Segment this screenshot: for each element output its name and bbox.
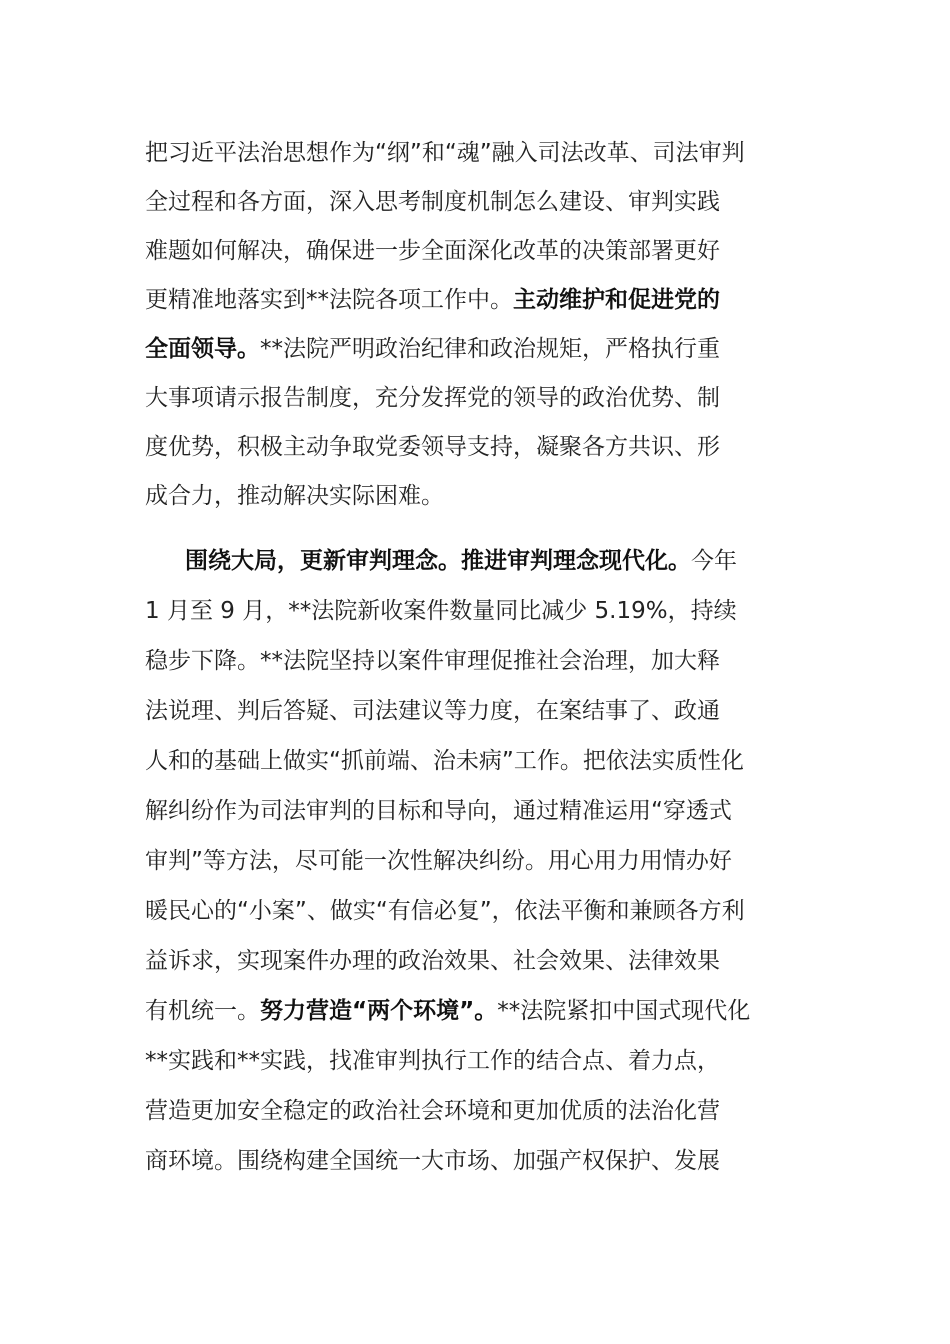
text-line: 益诉求，实现案件办理的政治效果、社会效果、法律效果: [145, 948, 720, 974]
text-line: 暖民心的“小案”、做实“有信必复”，依法平衡和兼顾各方利: [145, 898, 745, 924]
text-run: 有机统一。: [145, 998, 260, 1024]
text-line: 审判”等方法，尽可能一次性解决纠纷。用心用力用情办好: [145, 848, 732, 874]
text-line: 稳步下降。**法院坚持以案件审理促推社会治理，加大释: [145, 648, 720, 674]
text-line: [145, 324, 720, 374]
text-line: [145, 986, 750, 1036]
bold-heading: 围绕大局，更新审判理念。推进审判理念现代化。: [185, 548, 691, 574]
text-line: 难题如何解决，确保进一步全面深化改革的决策部署更好: [145, 238, 720, 264]
text-line: 营造更加安全稳定的政治社会环境和更加优质的法治化营: [145, 1098, 720, 1124]
text-line: [145, 275, 720, 325]
bold-heading: 努力营造“两个环境”。: [260, 998, 498, 1024]
text-run: 更精准地落实到**法院各项工作中。: [145, 287, 513, 313]
text-line: **实践和**实践，找准审判执行工作的结合点、着力点，: [145, 1048, 720, 1074]
bold-heading: 全面领导。: [145, 336, 260, 362]
text-line: 大事项请示报告制度，充分发挥党的领导的政治优势、制: [145, 385, 720, 411]
text-run: 今年: [691, 548, 737, 574]
text-line: 成合力，推动解决实际困难。: [145, 483, 444, 509]
text-line: 全过程和各方面，深入思考制度机制怎么建设、审判实践: [145, 189, 720, 215]
text-line: 商环境。围绕构建全国统一大市场、加强产权保护、发展: [145, 1148, 720, 1174]
text-line: 法说理、判后答疑、司法建议等力度，在案结事了、政通: [145, 698, 720, 724]
text-line: 人和的基础上做实“抓前端、治未病”工作。把依法实质性化: [145, 748, 744, 774]
text-run: **法院严明政治纪律和政治规矩，严格执行重: [260, 336, 720, 362]
text-line: 1 月至 9 月，**法院新收案件数量同比减少 5.19%，持续: [145, 598, 737, 624]
text-line: 解纠纷作为司法审判的目标和导向，通过精准运用“穿透式: [145, 798, 732, 824]
text-run: **法院紧扣中国式现代化: [497, 998, 751, 1024]
text-line: [185, 536, 737, 586]
bold-heading: 主动维护和促进党的: [513, 287, 720, 313]
text-line: 把习近平法治思想作为“纲”和“魂”融入司法改革、司法审判: [145, 140, 745, 166]
text-line: 度优势，积极主动争取党委领导支持，凝聚各方共识、形: [145, 434, 720, 460]
